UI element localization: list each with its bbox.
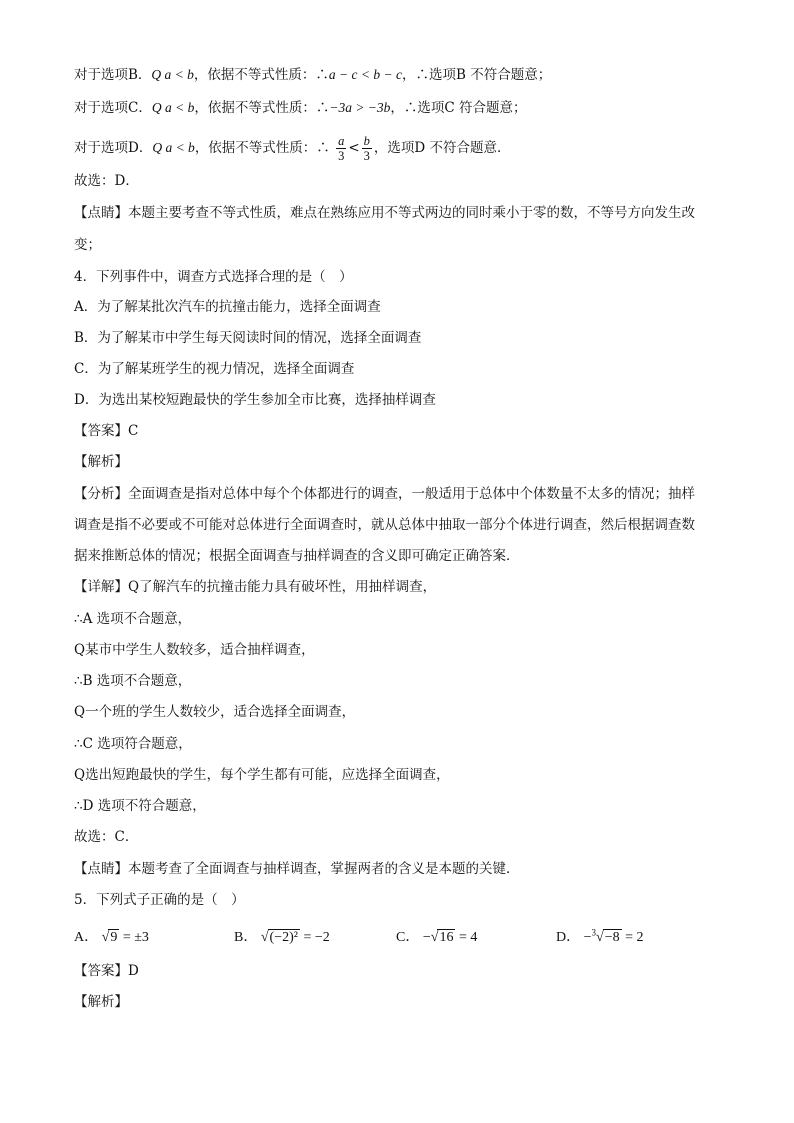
root-index: 3 xyxy=(591,927,597,938)
question-4-jiexi: 【解析】 xyxy=(74,454,128,470)
option-label: A． xyxy=(74,930,99,945)
sqrt-sign: √ xyxy=(596,930,604,945)
question-4-option-a: A．为了解某批次汽车的抗撞击能力，选择全面调查 xyxy=(74,299,381,315)
math-expr: Q a < b xyxy=(151,100,195,115)
math-expr: = ±3 xyxy=(122,930,149,945)
radicand: (−2)² xyxy=(269,930,298,945)
question-4-xiangjie-7: Q选出短跑最快的学生，每个学生都有可能，应选择全面调查， xyxy=(74,767,450,783)
text: ，依据不等式性质：∴ xyxy=(193,67,329,83)
math-expr: Q a < b xyxy=(152,140,195,155)
question-4-xiangjie-2: ∴A 选项不合题意， xyxy=(74,611,192,627)
question-4-xiangjie-3: Q某市中学生人数较多，适合抽样调查， xyxy=(74,642,315,658)
math-expr: a − c < b − c xyxy=(328,67,402,82)
question-4-xiangjie-8: ∴D 选项不符合题意， xyxy=(74,798,206,814)
fraction-b-over-3 xyxy=(362,134,372,163)
text: ，∴选项C 符合题意； xyxy=(390,100,527,116)
question-5-option-a xyxy=(74,926,149,946)
radicand: 16 xyxy=(439,930,454,945)
text: ，∴选项B 不符合题意； xyxy=(401,67,552,83)
text: ，依据不等式性质：∴ xyxy=(194,100,330,116)
question-4-dianjing: 【点睛】本题考查了全面调查与抽样调查，掌握两者的含义是本题的关键． xyxy=(74,861,520,877)
radicand: −8 xyxy=(604,930,620,945)
math-expr: = 4 xyxy=(458,930,478,945)
sqrt-sign: √ xyxy=(260,930,269,945)
question-4-fenxi-3: 据来推断总体的情况；根据全面调查与抽样调查的含义即可确定正确答案． xyxy=(74,548,520,564)
question-4-option-c: C．为了解某班学生的视力情况，选择全面调查 xyxy=(74,361,355,377)
dianjing-note-cont: 变； xyxy=(74,237,101,253)
question-5-answer: 【答案】D xyxy=(74,963,139,979)
text: 对于选项D． xyxy=(74,140,153,156)
math-expr: = −2 xyxy=(303,930,330,945)
text: 对于选项C． xyxy=(74,100,152,116)
question-4-xiangjie-4: ∴B 选项不合题意， xyxy=(74,673,192,689)
denominator: 3 xyxy=(338,149,345,163)
question-5-stem: 5．下列式子正确的是（ ） xyxy=(74,892,245,908)
text: ，依据不等式性质：∴ xyxy=(194,140,330,156)
solution-line-option-b xyxy=(74,66,551,84)
minus-sign: − xyxy=(583,930,592,945)
question-4-fenxi-1: 【分析】全面调查是指对总体中每个个体都进行的调查，一般适用于总体中个体数量不太多的情况；抽样 xyxy=(74,486,695,502)
question-5-jiexi: 【解析】 xyxy=(74,994,128,1010)
numerator: b xyxy=(363,134,370,148)
denominator: 3 xyxy=(363,149,370,163)
fraction-a-over-3 xyxy=(336,134,346,163)
question-5-option-b xyxy=(234,926,330,946)
sqrt-sign: √ xyxy=(430,930,439,945)
text: 对于选项B． xyxy=(74,67,152,83)
answer-choice-d: 故选：D． xyxy=(74,173,139,189)
numerator: a xyxy=(338,134,345,148)
option-label: D． xyxy=(556,930,581,945)
radicand: 9 xyxy=(110,930,118,945)
question-4-xiangjie-6: ∴C 选项符合题意， xyxy=(74,736,192,752)
question-4-answer: 【答案】C xyxy=(74,423,139,439)
question-4-xiangjie-5: Q一个班的学生人数较少，适合选择全面调查， xyxy=(74,704,356,720)
question-4-guxuan: 故选：C． xyxy=(74,829,139,845)
solution-line-option-c xyxy=(74,99,527,117)
math-expr: Q a < b xyxy=(151,67,194,82)
question-4-xiangjie-1: 【详解】Q了解汽车的抗撞击能力具有破坏性，用抽样调查， xyxy=(74,579,437,595)
math-expr: = 2 xyxy=(625,930,644,945)
question-5-option-c xyxy=(396,926,477,946)
question-5-option-d xyxy=(556,926,644,946)
dianjing-note: 【点睛】本题主要考查不等式性质，难点在熟练应用不等式两边的同时乘小于零的数，不等号方向发生改 xyxy=(74,205,695,221)
question-4-stem: 4．下列事件中，调查方式选择合理的是（ ） xyxy=(74,269,353,285)
less-than: < xyxy=(348,140,360,156)
math-expr: −3a > −3b xyxy=(329,100,391,115)
solution-line-option-d xyxy=(74,133,511,163)
question-4-option-b: B．为了解某市中学生每天阅读时间的情况，选择全面调查 xyxy=(74,330,422,346)
question-4-option-d: D．为选出某校短跑最快的学生参加全市比赛，选择抽样调查 xyxy=(74,392,436,408)
option-label: B． xyxy=(234,930,258,945)
sqrt-sign: √ xyxy=(101,930,110,945)
text: ，选项D 不符合题意． xyxy=(373,140,511,156)
question-4-fenxi-2: 调查是指不必要或不可能对总体进行全面调查时，就从总体中抽取一部分个体进行调查，然后根据调查数 xyxy=(74,517,695,533)
minus-sign: − xyxy=(422,930,431,945)
option-label: C． xyxy=(396,930,420,945)
